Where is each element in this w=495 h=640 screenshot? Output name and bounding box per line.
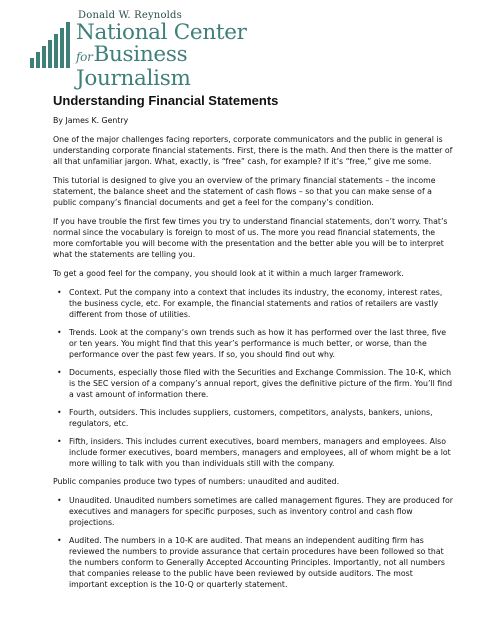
- list-item: • Context. Put the company into a context that includes its industry, the economy, interest rates, the business cycle, etc. For example, the financial statements and ratios of retailers are vastly different from those of utilities.: [57, 288, 443, 319]
- list-item: • Audited. The numbers in a 10-K are audited. That means an independent auditing firm has reviewed the numbers to provide assurance that certain procedures have been followed so that the numbers conform to Generally Accepted Accounting Principles. Importantly, not all numbers that companies release to the public have been reviewed by outside auditors. The most important exception is the 10-Q or quarterly statement.: [57, 536, 445, 589]
- paragraph: One of the major challenges facing reporters, corporate communicators and the public in general is understanding corporate financial statements. First, there is the math. And then there is the matter of all that unfamiliar jargon. What, exactly, is “free” cash, for example? If it’s “free,” give me some.: [53, 135, 453, 166]
- bullet-icon: •: [57, 536, 62, 545]
- logo-line-national-center: National Center: [76, 20, 247, 45]
- ncbj-logo: [30, 10, 290, 91]
- logo-line-business-journalism: forBusiness Journalism: [76, 42, 191, 91]
- bullet-icon: •: [57, 437, 62, 446]
- list-item: • Fourth, outsiders. This includes suppliers, customers, competitors, analysts, bankers, unions, regulators, etc.: [57, 408, 433, 428]
- logo-bars-graphic: [30, 22, 78, 68]
- logo-for-word: for: [76, 50, 93, 64]
- bullet-icon: •: [57, 368, 62, 377]
- document-title: Understanding Financial Statements: [53, 93, 279, 108]
- bullet-icon: •: [57, 408, 62, 417]
- numbers-types-list: [53, 495, 453, 590]
- paragraph: This tutorial is designed to give you an overview of the primary financial statements – the income statement, the balance sheet and the statement of cash flows – so that you can make sense of a public company’s financial documents and get a feel for the company’s condition.: [53, 176, 436, 207]
- list-item: • Fifth, insiders. This includes current executives, board members, managers and employees. Also include former executives, board members, managers and employees, all of whom might be a lot more willing to talk with you than individuals still with the company.: [57, 437, 451, 468]
- paragraph: To get a good feel for the company, you should look at it within a much larger framework.: [53, 269, 404, 278]
- list-item: • Documents, especially those filed with the Securities and Exchange Commission. The 10-K, which is the SEC version of a company’s annual report, gives the definitive picture of the firm. You’ll find a vast amount of information there.: [57, 368, 453, 399]
- article-body: [53, 93, 453, 597]
- paragraph: Public companies produce two types of numbers: unaudited and audited.: [53, 477, 340, 486]
- list-item: • Unaudited. Unaudited numbers sometimes are called management figures. They are produced for executives and managers for specific purposes, such as inventory control and cash flow projections.: [57, 496, 453, 527]
- bullet-icon: •: [57, 288, 62, 297]
- paragraph: If you have trouble the first few times you try to understand financial statements, don’t worry. That’s normal since the vocabulary is foreign to most of us. The more you read financial statements, the more comfortable you will become with the presentation and the better able you will be to interpret what the statements are telling you.: [53, 217, 448, 259]
- byline: By James K. Gentry: [53, 116, 129, 125]
- framework-list: [53, 287, 453, 469]
- list-item: • Trends. Look at the company’s own trends such as how it has performed over the last three, five or ten years. You might find that this year’s performance is much better, or worse, than the performance over the past few years. If so, you should find out why.: [57, 328, 447, 359]
- logo-donor-name: Donald W. Reynolds: [78, 10, 182, 21]
- bullet-icon: •: [57, 328, 62, 337]
- bullet-icon: •: [57, 496, 62, 505]
